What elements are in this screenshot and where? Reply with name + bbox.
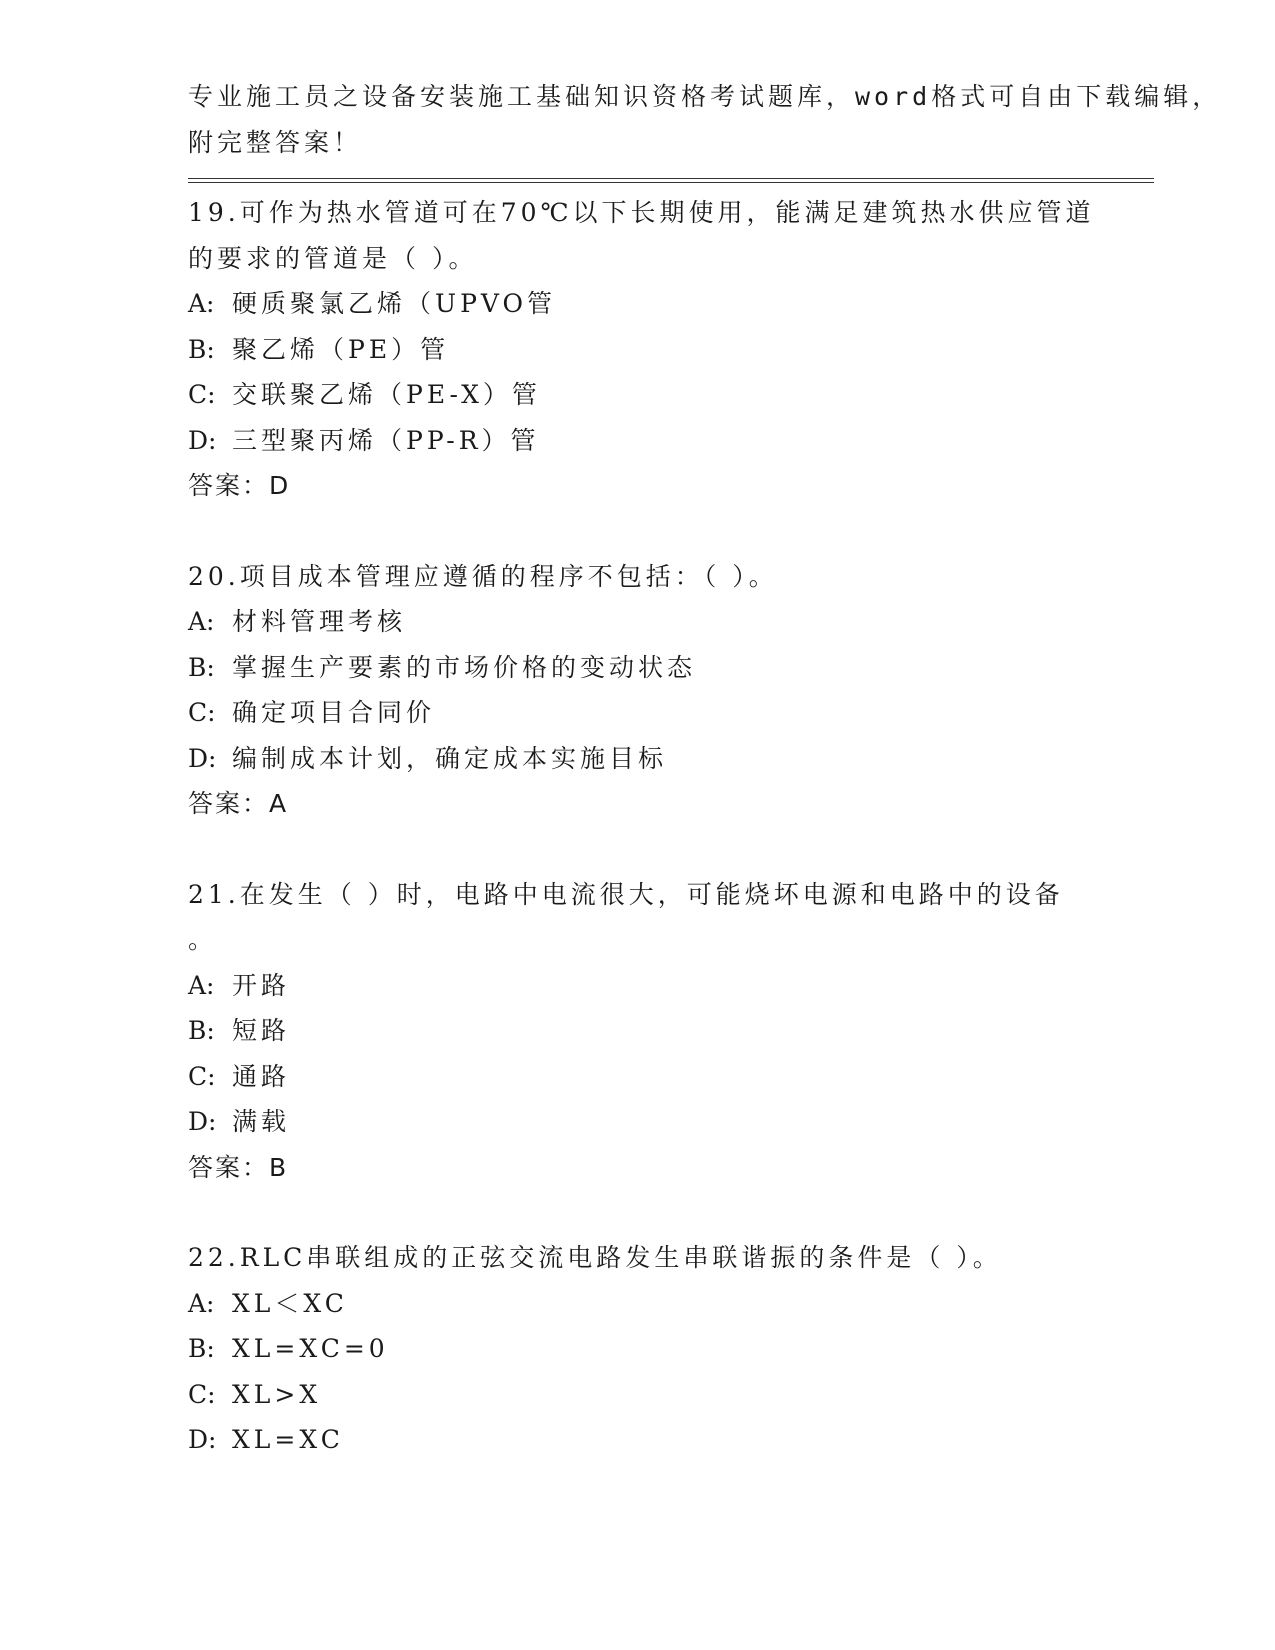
option-text: 满载: [232, 1107, 291, 1136]
option-item: [188, 599, 1108, 645]
option-letter: D:: [188, 743, 217, 773]
option-letter: D:: [188, 425, 217, 455]
option-text: 三型聚丙烯（PP-R）管: [232, 425, 540, 455]
option-text: XL=XC: [232, 1425, 344, 1454]
option-letter: B:: [188, 1016, 215, 1045]
question-block: [188, 554, 1108, 827]
option-letter: A:: [188, 1288, 215, 1318]
answer-line: 答案：B: [188, 1152, 289, 1182]
option-letter: C:: [188, 1061, 216, 1091]
question-block: [188, 1235, 1108, 1463]
question-block: [188, 872, 1108, 1191]
option-text: 短路: [232, 1016, 291, 1045]
option-item: [188, 736, 1108, 782]
option-letter: C:: [188, 1379, 216, 1409]
option-item: [188, 327, 1108, 373]
option-item: [188, 1326, 1108, 1372]
answer-line: 答案：A: [188, 789, 289, 818]
option-text: 聚乙烯（PE）管: [232, 334, 450, 364]
option-item: [188, 372, 1108, 418]
option-text: XL=XC=0: [232, 1334, 389, 1363]
question-list: [188, 190, 1108, 1463]
option-item: [188, 1281, 1108, 1327]
option-item: [188, 645, 1108, 691]
option-text: 交联聚乙烯（PE-X）管: [232, 380, 541, 409]
option-item: [188, 1417, 1108, 1463]
option-letter: C:: [188, 380, 216, 409]
option-letter: A:: [188, 607, 215, 636]
question-stem-line: 19.可作为热水管道可在70℃以下长期使用，能满足建筑热水供应管道: [188, 198, 1095, 227]
option-text: 通路: [232, 1061, 291, 1091]
document-header: [188, 74, 1222, 165]
option-letter: A:: [188, 970, 215, 1000]
option-item: [188, 418, 1108, 464]
option-text: XL＜XC: [232, 1288, 348, 1318]
option-item: [188, 1099, 1108, 1145]
header-divider-top: [188, 178, 1154, 179]
question-spacer: [188, 509, 1108, 554]
question-stem-line: 20.项目成本管理应遵循的程序不包括：（ ）。: [188, 561, 778, 591]
option-letter: B:: [188, 652, 215, 682]
question-stem-line: 22.RLC串联组成的正弦交流电路发生串联谐振的条件是（ ）。: [188, 1243, 1002, 1272]
option-item: [188, 1008, 1108, 1054]
question-stem-line: 的要求的管道是（ ）。: [188, 243, 478, 273]
option-letter: C:: [188, 698, 216, 727]
option-text: 材料管理考核: [232, 607, 407, 636]
option-item: [188, 963, 1108, 1009]
header-divider-bottom: [188, 182, 1154, 183]
question-block: [188, 190, 1108, 509]
option-text: 开路: [232, 970, 291, 1000]
answer-line: 答案：D: [188, 471, 291, 500]
question-stem-line: 。: [188, 925, 218, 954]
option-item: [188, 1054, 1108, 1100]
option-text: XL>X: [232, 1379, 322, 1409]
option-letter: D:: [188, 1107, 217, 1136]
header-title-line-2: 附完整答案！: [188, 127, 363, 157]
question-spacer: [188, 827, 1108, 872]
option-text: 掌握生产要素的市场价格的变动状态: [232, 652, 697, 682]
question-stem-line: 21.在发生（ ）时，电路中电流很大，可能烧坏电源和电路中的设备: [188, 879, 1064, 909]
option-letter: A:: [188, 289, 215, 318]
option-text: 硬质聚氯乙烯（UPVO管: [232, 289, 557, 318]
option-letter: B:: [188, 334, 215, 364]
option-text: 编制成本计划，确定成本实施目标: [232, 743, 668, 773]
option-letter: B:: [188, 1334, 215, 1363]
option-letter: D:: [188, 1425, 217, 1454]
header-title-line-1: 专业施工员之设备安装施工基础知识资格考试题库，word格式可自由下载编辑，: [188, 82, 1222, 111]
option-item: [188, 690, 1108, 736]
option-text: 确定项目合同价: [232, 698, 436, 727]
option-item: [188, 1372, 1108, 1418]
question-spacer: [188, 1190, 1108, 1235]
option-item: [188, 281, 1108, 327]
